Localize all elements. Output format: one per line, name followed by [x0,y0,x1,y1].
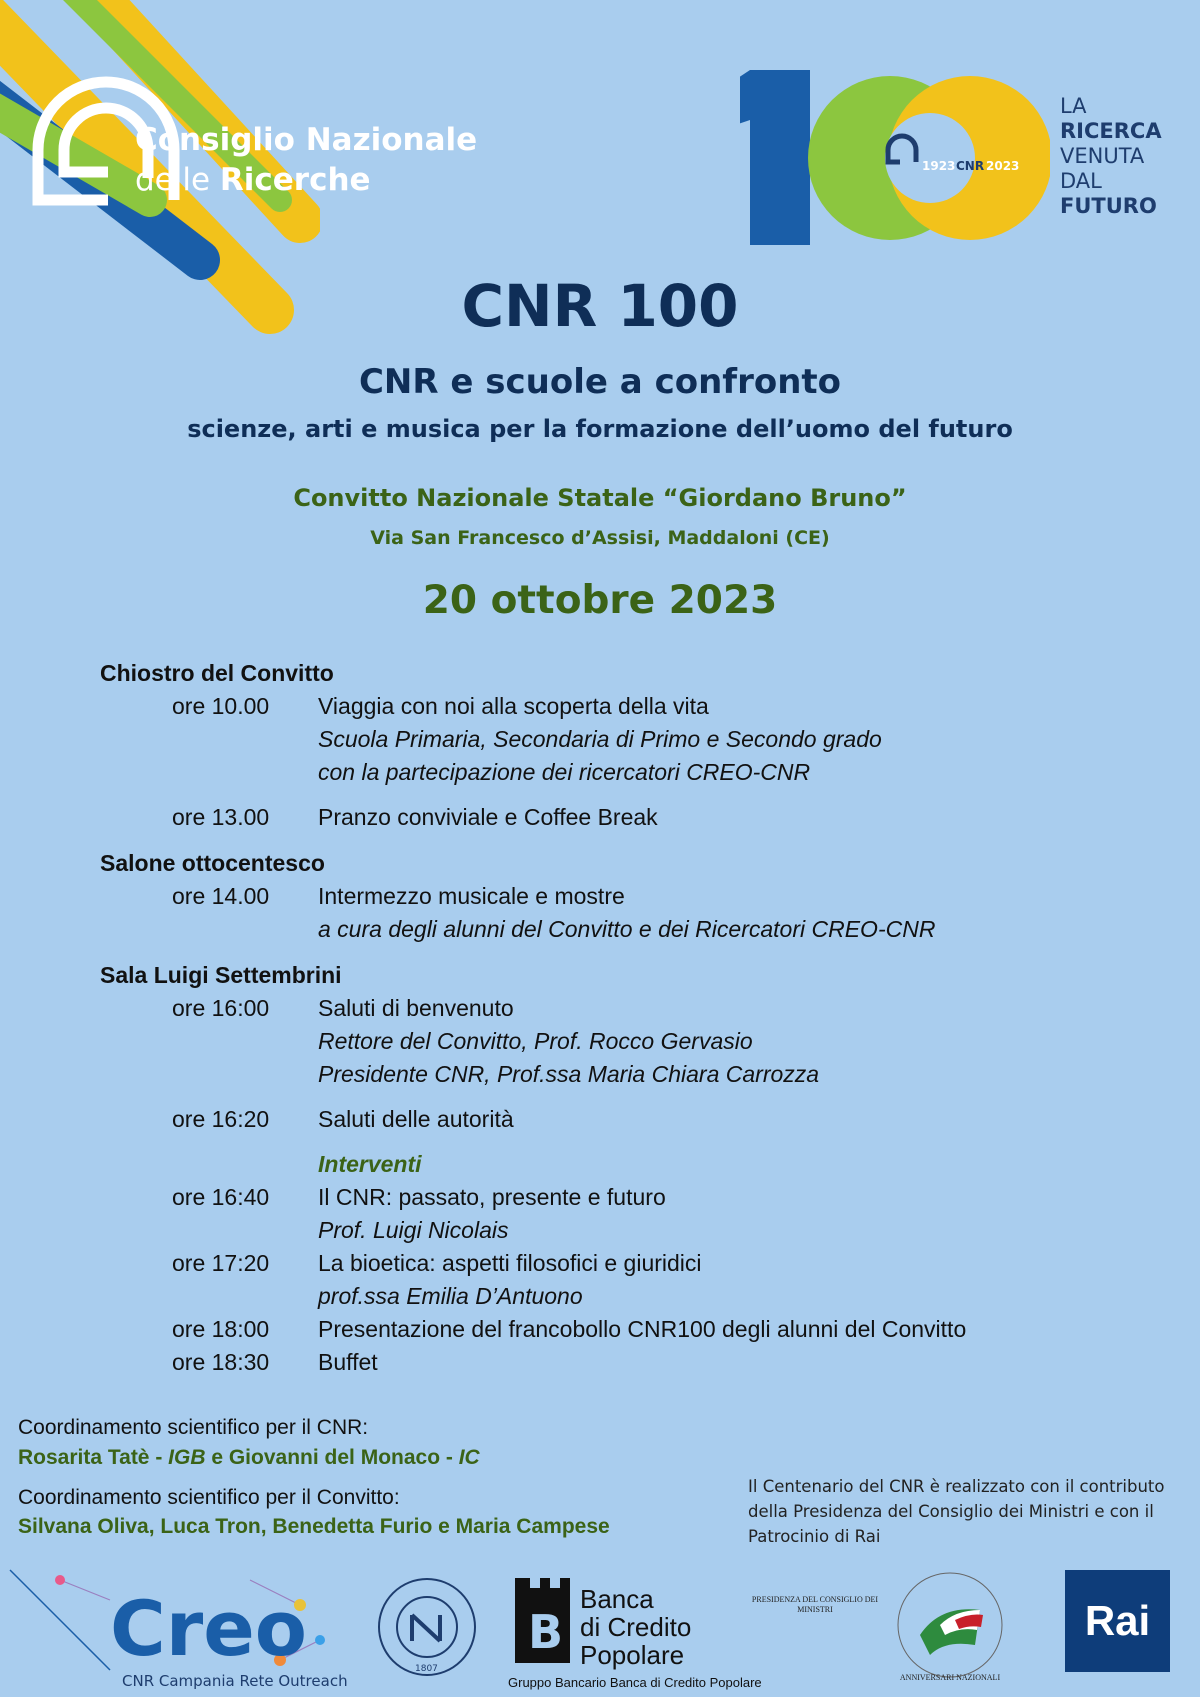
seal-year: 1807 [415,1664,438,1674]
page-title: CNR 100 [461,272,739,340]
creo-logo [0,1560,360,1680]
rai-logo: Rai [1065,1570,1170,1672]
centenary-cnr: CNR [956,159,985,173]
page-tagline: scienze, arti e musica per la formazione dell’uomo del futuro [187,415,1013,443]
bank-logo-icon [510,1568,580,1668]
section-heading: Chiostro del Convitto [100,660,334,686]
program-detail: con la partecipazione dei ricercatori CREO-CNR [318,759,811,785]
program-row: ore 10.00 Viaggia con noi alla scoperta della vita [172,693,709,719]
anniversari-label: ANNIVERSARI NAZIONALI [899,1673,1001,1682]
sponsor-note: Il Centenario del CNR è realizzato con il contributo della Presidenza del Consiglio dei Ministri e con il Patrocinio di Rai [748,1477,1165,1546]
cnr-coordination-label: Coordinamento scientifico per il CNR: [18,1416,369,1439]
program-row: ore 17:20 La bioetica: aspetti filosofici e giuridici [172,1250,702,1276]
event-date: 20 ottobre 2023 [422,578,778,623]
org-name: Consiglio Nazionale delle Ricerche [135,122,478,198]
program-row: ore 18:00 Presentazione del francobollo CNR100 degli alunni del Convitto [172,1316,967,1342]
convitto-coordination-names: Silvana Oliva, Luca Tron, Benedetta Furio e Maria Campese [18,1515,610,1538]
program-row: ore 14.00 Intermezzo musicale e mostre [172,883,625,909]
convitto-coordination-label: Coordinamento scientifico per il Convitto: [18,1486,400,1509]
convitto-seal [372,1575,492,1685]
creo-subtitle: CNR Campania Rete Outreach [122,1672,348,1690]
centenary-tagline: LA RICERCA VENUTA DAL FUTURO [1060,94,1162,218]
anniversari-logo [885,1565,1015,1685]
program-row: ore 16:40 Il CNR: passato, presente e futuro [172,1184,666,1210]
cnr100-logo [740,70,1050,245]
bank-name: Banca di Credito Popolare [580,1584,692,1670]
cnr-coordination-names: Rosarita Tatè - IGB e Giovanni del Monaco - IC [18,1446,480,1469]
program-row: ore 16:00 Saluti di benvenuto [172,995,514,1021]
section-heading: Salone ottocentesco [100,850,325,876]
creo-wordmark: Creo [110,1584,308,1673]
page-subtitle: CNR e scuole a confronto [358,362,842,402]
program-detail: Rettore del Convitto, Prof. Rocco Gervasio [318,1028,753,1054]
program-detail: a cura degli alunni del Convitto e dei Ricercatori CREO-CNR [318,916,936,942]
bank-group: Gruppo Bancario Banca di Credito Popolare [508,1675,762,1690]
program-row: ore 13.00 Pranzo conviviale e Coffee Break [172,804,658,830]
presidency-label: PRESIDENZA DEL CONSIGLIO DEI MINISTRI [751,1595,879,1614]
venue-address: Via San Francesco d’Assisi, Maddaloni (CE) [370,527,830,549]
program [100,656,1160,1379]
centenary-year-start: 1923 [922,159,956,173]
svg-text:B: B [528,1605,564,1659]
program-row: ore 18:30 Buffet [172,1349,378,1375]
program-row: ore 16:20 Saluti delle autorità [172,1106,514,1132]
centenary-year-end: 2023 [986,159,1020,173]
program-detail: Presidente CNR, Prof.ssa Maria Chiara Carrozza [318,1061,820,1087]
program-detail: Prof. Luigi Nicolais [318,1217,509,1243]
program-detail: prof.ssa Emilia D’Antuono [318,1283,583,1309]
interventi-heading: Interventi [318,1151,422,1177]
program-detail: Scuola Primaria, Secondaria di Primo e Secondo grado [318,726,882,752]
section-heading: Sala Luigi Settembrini [100,962,342,988]
venue-name: Convitto Nazionale Statale “Giordano Bruno” [293,484,907,512]
